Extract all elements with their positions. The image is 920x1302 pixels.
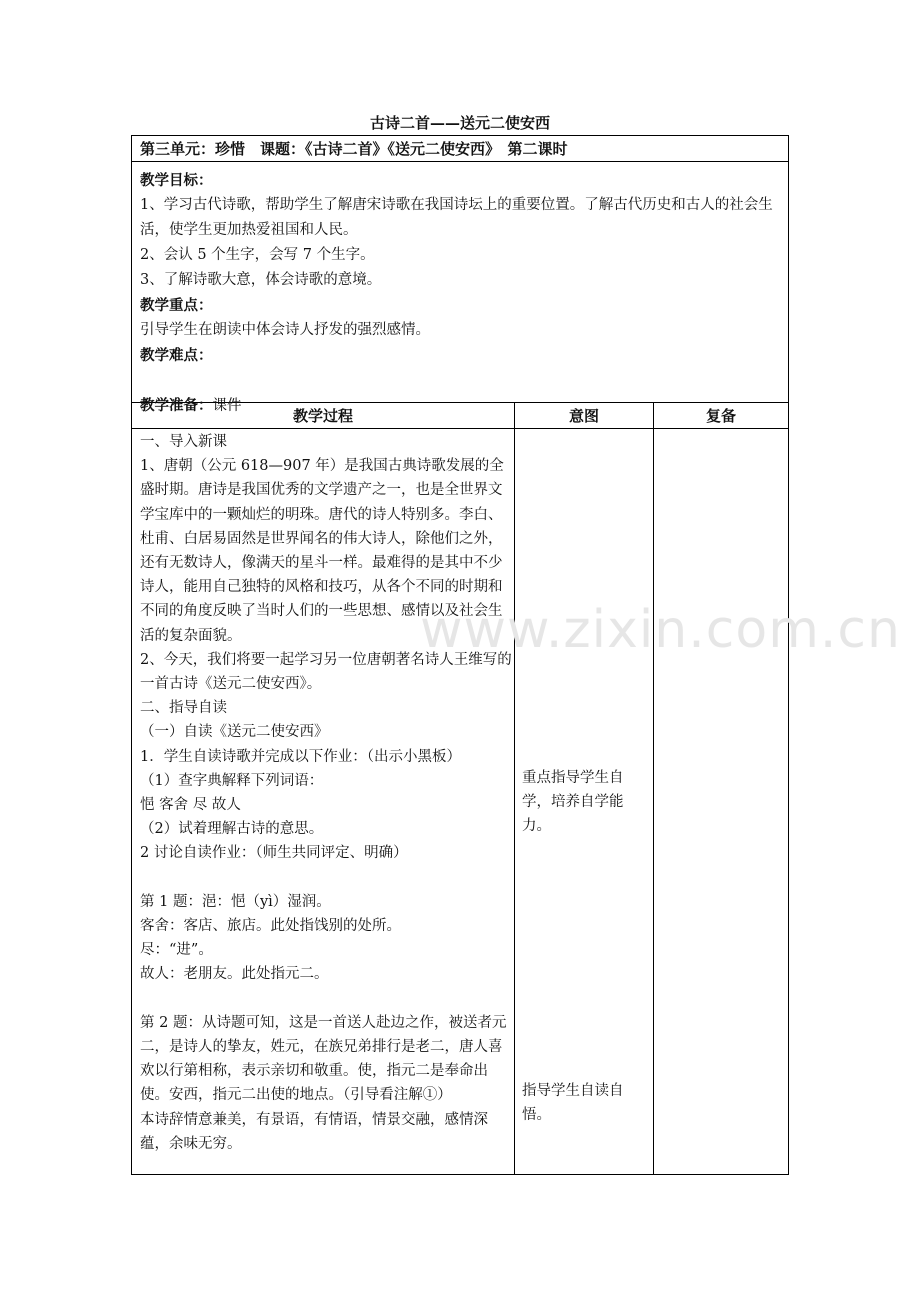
key-point-text: 引导学生在朗读中体会诗人抒发的强烈感情。 xyxy=(140,322,430,338)
column-header-intent: 意图 xyxy=(568,407,599,425)
column-header-process: 教学过程 xyxy=(292,407,353,425)
blank-line xyxy=(140,987,512,1011)
intent-note: 重点指导学生自学，培养自学能力。 xyxy=(522,770,624,834)
process-content xyxy=(140,430,512,1156)
objective-item: 1、学习古代诗歌，帮助学生了解唐宋诗歌在我国诗坛上的重要位置。了解古代历史和古人的社会生活，使学生更加热爱祖国和人民。 xyxy=(140,197,773,238)
process-line: 第 1 题：浥：悒（yì）湿润。 xyxy=(140,893,331,910)
process-line: （2）试着理解古诗的意思。 xyxy=(140,821,324,838)
process-line: （1）查字典解释下列词语： xyxy=(140,772,324,789)
unit-header: 第三单元：珍惜 课题：《古诗二首》《送元二使安西》 第二课时 xyxy=(140,140,568,158)
objective-item: 3、了解诗歌大意，体会诗歌的意境。 xyxy=(140,272,382,288)
column-divider xyxy=(653,402,654,1174)
column-divider xyxy=(514,402,515,1174)
column-header-review: 复备 xyxy=(705,407,736,425)
objectives-section xyxy=(140,168,782,419)
process-paragraph: 第 2 题：从诗题可知，这是一首送人赴边之作，被送者元二，是诗人的挚友，姓元，在族兄弟排行是老二，唐人喜欢以行第相称，表示亲切和敬重。使，指元二是奉命出使。安西，指元二出使的地点。（引导看注解①） xyxy=(140,1014,507,1104)
intent-note: 指导学生自读自悟。 xyxy=(522,1083,624,1123)
process-paragraph: 本诗辞情意兼美，有景语，有情语，情景交融，感情深蕴，余味无穷。 xyxy=(140,1111,488,1152)
row-divider xyxy=(132,161,788,162)
blank-line xyxy=(140,368,782,393)
difficulty-label: 教学难点： xyxy=(140,347,213,364)
process-line: （一）自读《送元二使安西》 xyxy=(140,724,329,741)
blank-line xyxy=(140,866,512,890)
process-line: 故人：老朋友。此处指元二。 xyxy=(140,966,329,983)
objectives-label: 教学目标： xyxy=(140,172,213,189)
process-line: 悒 客舍 尽 故人 xyxy=(140,797,241,814)
process-line: 一、导入新课 xyxy=(140,434,227,450)
key-point-label: 教学重点： xyxy=(140,297,213,314)
page-title: 古诗二首——送元二使安西 xyxy=(369,114,550,132)
process-paragraph: 1、唐朝（公元 618—907 年）是我国古典诗歌发展的全盛时期。唐诗是我国优秀的文学遗产之一，也是全世界文学宝库中的一颗灿烂的明珠。唐代的诗人特别多。李白、杜甫、白居易固然是世界闻名的伟大诗人，除他们之外，还有无数诗人，像满天的星斗一样。最难得的是其中不少诗人，能用自己独特的风格和技巧，从各个不同的时期和不同的角度反映了当时人们的一些思想、感情以及社会生活的复杂面貌。 xyxy=(140,458,504,644)
process-line: 1．学生自读诗歌并完成以下作业：（出示小黑板） xyxy=(140,748,461,765)
process-line: 尽：“进”。 xyxy=(140,942,213,959)
process-paragraph: 2、今天，我们将要一起学习另一位唐朝著名诗人王维写的一首古诗《送元二使安西》。 xyxy=(140,651,512,693)
process-line: 2 讨论自读作业：（师生共同评定、明确） xyxy=(140,845,408,862)
row-divider xyxy=(132,428,788,429)
objective-item: 2、会认 5 个生字，会写 7 个生字。 xyxy=(140,247,375,263)
watermark: www.zixin.com.cn xyxy=(420,600,901,660)
preparation-text: 课件 xyxy=(212,398,242,414)
process-line: 客舍：客店、旅店。此处指饯别的处所。 xyxy=(140,918,401,935)
preparation-label: 教学准备： xyxy=(140,397,213,414)
process-line: 二、指导自读 xyxy=(140,700,227,717)
